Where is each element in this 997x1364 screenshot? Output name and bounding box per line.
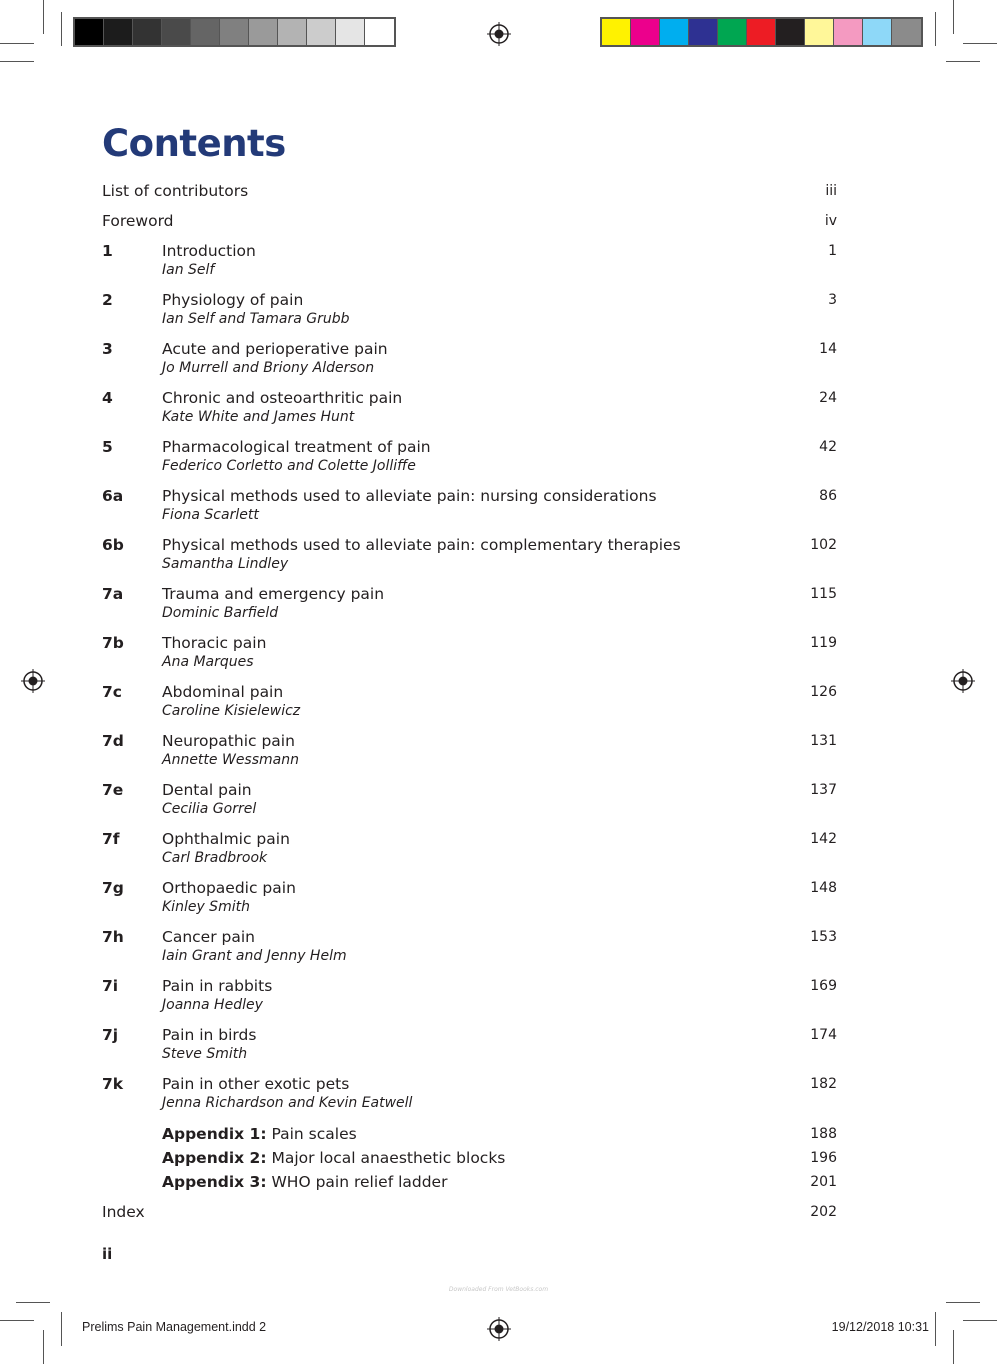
crop-mark	[43, 0, 44, 34]
color-swatch	[249, 19, 278, 45]
toc-front-matter-row	[102, 212, 837, 232]
toc-page-number: 182	[810, 1076, 837, 1092]
toc-chapter-row	[102, 781, 837, 821]
chapter-author: Steve Smith	[162, 1046, 248, 1062]
crop-mark	[935, 12, 936, 46]
toc-page-number: 1	[828, 243, 837, 259]
color-swatch	[191, 19, 220, 45]
chapter-author: Kate White and James Hunt	[162, 409, 355, 425]
chapter-title: Pain in other exotic pets	[162, 1075, 350, 1093]
color-swatch	[602, 19, 631, 45]
toc-chapter-row	[102, 438, 837, 478]
chapter-title: Orthopaedic pain	[162, 879, 296, 897]
crop-mark	[0, 61, 34, 62]
toc-page-number: 174	[810, 1027, 837, 1043]
toc-page-number: 115	[810, 586, 837, 602]
chapter-author: Ian Self and Tamara Grubb	[162, 311, 350, 327]
toc-page-number: 131	[810, 733, 837, 749]
color-swatch	[336, 19, 365, 45]
toc-entry-label: Foreword	[102, 212, 174, 230]
toc-chapter-row	[102, 634, 837, 674]
toc-chapter-row	[102, 340, 837, 380]
registration-mark-icon	[487, 1317, 511, 1341]
chapter-author: Fiona Scarlett	[162, 507, 259, 523]
toc-page-number: 196	[810, 1150, 837, 1166]
appendix-label: Appendix 1:	[162, 1125, 267, 1143]
color-swatch	[307, 19, 336, 45]
chapter-number: 7i	[102, 977, 119, 995]
color-swatch	[805, 19, 834, 45]
toc-entry-label: List of contributors	[102, 182, 249, 200]
registration-mark-icon	[951, 669, 975, 693]
chapter-author: Cecilia Gorrel	[162, 801, 257, 817]
appendix-label: Appendix 3:	[162, 1173, 267, 1191]
toc-chapter-row	[102, 1075, 837, 1115]
toc-page-number: 202	[810, 1204, 837, 1220]
chapter-author: Dominic Barfield	[162, 605, 279, 621]
chapter-author: Federico Corletto and Colette Jolliffe	[162, 458, 416, 474]
toc-entry-label: Index	[102, 1203, 145, 1221]
registration-mark-icon	[21, 669, 45, 693]
toc-chapter-row	[102, 977, 837, 1017]
appendix-title: WHO pain relief ladder	[271, 1173, 448, 1191]
color-swatch	[776, 19, 805, 45]
toc-page-number: 14	[819, 341, 837, 357]
crop-mark	[953, 0, 954, 34]
toc-chapter-row	[102, 291, 837, 331]
color-swatch	[133, 19, 162, 45]
toc-chapter-row	[102, 389, 837, 429]
chapter-title: Chronic and osteoarthritic pain	[162, 389, 403, 407]
chapter-number: 7j	[102, 1026, 119, 1044]
toc-chapter-row	[102, 585, 837, 625]
toc-front-matter-row	[102, 182, 837, 202]
chapter-number: 5	[102, 438, 113, 456]
chapter-title: Ophthalmic pain	[162, 830, 290, 848]
chapter-title: Trauma and emergency pain	[162, 585, 385, 603]
chapter-author: Ana Marques	[162, 654, 254, 670]
footer-date: 19/12/2018 10:31	[831, 1320, 929, 1334]
toc-page-number: 201	[810, 1174, 837, 1190]
color-swatch	[660, 19, 689, 45]
toc-chapter-row	[102, 683, 837, 723]
chapter-author: Jo Murrell and Briony Alderson	[162, 360, 375, 376]
chapter-number: 3	[102, 340, 113, 358]
page-folio: ii	[102, 1245, 113, 1263]
color-swatch	[631, 19, 660, 45]
chapter-title: Physiology of pain	[162, 291, 304, 309]
appendix-title: Major local anaesthetic blocks	[271, 1149, 506, 1167]
toc-chapter-row	[102, 732, 837, 772]
toc-chapter-row	[102, 830, 837, 870]
toc-page-number: iii	[825, 183, 837, 199]
color-swatch	[834, 19, 863, 45]
appendix-label: Appendix 2:	[162, 1149, 267, 1167]
color-swatch	[747, 19, 776, 45]
toc-chapter-row	[102, 928, 837, 968]
color-swatch	[365, 19, 394, 45]
crop-mark	[935, 1312, 936, 1346]
color-bar	[600, 17, 923, 47]
toc-page-number: 3	[828, 292, 837, 308]
chapter-number: 7h	[102, 928, 124, 946]
chapter-author: Ian Self	[162, 262, 215, 278]
page-title: Contents	[102, 122, 286, 165]
crop-mark	[963, 43, 997, 44]
chapter-title: Abdominal pain	[162, 683, 284, 701]
chapter-number: 7c	[102, 683, 122, 701]
chapter-title: Acute and perioperative pain	[162, 340, 388, 358]
registration-mark-icon	[487, 22, 511, 46]
chapter-title: Dental pain	[162, 781, 252, 799]
toc-chapter-row	[102, 1026, 837, 1066]
watermark-text: Downloaded From VetBooks.com	[448, 1286, 549, 1293]
chapter-number: 7b	[102, 634, 124, 652]
chapter-title: Introduction	[162, 242, 256, 260]
crop-mark	[0, 43, 34, 44]
chapter-title: Cancer pain	[162, 928, 255, 946]
chapter-title: Pain in rabbits	[162, 977, 273, 995]
grayscale-bar	[73, 17, 396, 47]
chapter-number: 6b	[102, 536, 124, 554]
color-swatch	[162, 19, 191, 45]
color-swatch	[278, 19, 307, 45]
toc-appendix-title	[162, 1173, 447, 1191]
crop-mark	[0, 1320, 34, 1321]
toc-page-number: 126	[810, 684, 837, 700]
toc-page-number: 102	[810, 537, 837, 553]
chapter-title: Physical methods used to alleviate pain: complementary therapies	[162, 536, 681, 554]
chapter-title: Pain in birds	[162, 1026, 257, 1044]
toc-chapter-row	[102, 487, 837, 527]
crop-mark	[16, 1302, 50, 1303]
toc-chapter-row	[102, 536, 837, 576]
chapter-number: 7f	[102, 830, 120, 848]
color-swatch	[892, 19, 921, 45]
chapter-number: 7d	[102, 732, 124, 750]
color-swatch	[863, 19, 892, 45]
chapter-number: 7g	[102, 879, 124, 897]
toc-page-number: 188	[810, 1126, 837, 1142]
appendix-title: Pain scales	[271, 1125, 357, 1143]
crop-mark	[946, 1302, 980, 1303]
chapter-author: Kinley Smith	[162, 899, 250, 915]
toc-page-number: 153	[810, 929, 837, 945]
chapter-author: Iain Grant and Jenny Helm	[162, 948, 347, 964]
chapter-title: Neuropathic pain	[162, 732, 295, 750]
toc-appendix-title	[162, 1149, 505, 1167]
color-swatch	[718, 19, 747, 45]
footer-file-name: Prelims Pain Management.indd 2	[82, 1320, 267, 1334]
toc-appendix-title	[162, 1125, 357, 1143]
color-swatch	[220, 19, 249, 45]
crop-mark	[963, 1320, 997, 1321]
color-swatch	[689, 19, 718, 45]
crop-mark	[953, 1330, 954, 1364]
toc-page-number: 169	[810, 978, 837, 994]
crop-mark	[61, 1312, 62, 1346]
chapter-author: Samantha Lindley	[162, 556, 289, 572]
toc-appendix-row	[102, 1173, 837, 1193]
toc-chapter-row	[102, 242, 837, 282]
toc-index-row	[102, 1203, 837, 1223]
chapter-author: Annette Wessmann	[162, 752, 299, 768]
toc-page-number: 24	[819, 390, 837, 406]
chapter-author: Joanna Hedley	[162, 997, 263, 1013]
toc-appendix-row	[102, 1149, 837, 1169]
chapter-author: Carl Bradbrook	[162, 850, 268, 866]
chapter-number: 7e	[102, 781, 124, 799]
chapter-title: Thoracic pain	[162, 634, 267, 652]
toc-page-number: 119	[810, 635, 837, 651]
chapter-author: Jenna Richardson and Kevin Eatwell	[162, 1095, 413, 1111]
chapter-author: Caroline Kisielewicz	[162, 703, 301, 719]
chapter-number: 4	[102, 389, 113, 407]
chapter-number: 7k	[102, 1075, 124, 1093]
chapter-number: 1	[102, 242, 113, 260]
toc-page-number: iv	[824, 213, 837, 229]
toc-page-number: 148	[810, 880, 837, 896]
crop-mark	[61, 12, 62, 46]
chapter-title: Physical methods used to alleviate pain: nursing considerations	[162, 487, 657, 505]
toc-page-number: 86	[819, 488, 837, 504]
chapter-number: 7a	[102, 585, 124, 603]
toc-page-number: 42	[819, 439, 837, 455]
color-swatch	[75, 19, 104, 45]
toc-page-number: 137	[810, 782, 837, 798]
crop-mark	[946, 61, 980, 62]
toc-appendix-row	[102, 1125, 837, 1145]
chapter-number: 2	[102, 291, 113, 309]
toc-chapter-row	[102, 879, 837, 919]
toc-page-number: 142	[810, 831, 837, 847]
crop-mark	[43, 1330, 44, 1364]
chapter-title: Pharmacological treatment of pain	[162, 438, 431, 456]
color-swatch	[104, 19, 133, 45]
chapter-number: 6a	[102, 487, 124, 505]
